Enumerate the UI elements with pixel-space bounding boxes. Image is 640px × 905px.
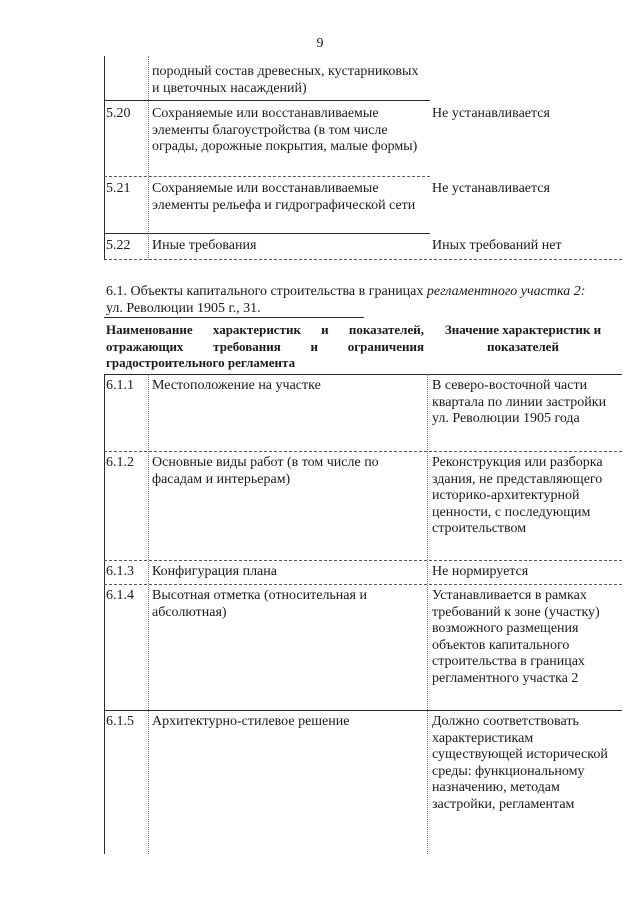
- row-number: 6.1.5: [106, 714, 134, 729]
- section-title-prefix: 6.1. Объекты капитального строительства в границах: [106, 284, 427, 299]
- row-name: Конфигурация плана: [152, 564, 277, 579]
- row-number: 6.1.3: [106, 564, 134, 579]
- column-divider: [148, 374, 149, 854]
- row-value: Не устанавливается: [432, 181, 550, 196]
- row-name: Основные виды работ (в том числе по фасадам и интерьерам): [152, 455, 379, 487]
- row-value: Устанавливается в рамках требований к зоне (участку) возможного размещения объектов капитального строительства в границах регламентного участка 2: [432, 588, 600, 686]
- row-divider: [104, 560, 622, 561]
- row-value: Иных требований нет: [432, 238, 562, 253]
- row-value: Реконструкция или разборка здания, не представляющего историко-архитектурной ценности, с последующим строительством: [432, 455, 603, 536]
- row-value: В северо-восточной части квартала по линии застройки ул. Революции 1905 года: [432, 378, 607, 426]
- table-border-left: [104, 374, 105, 854]
- section-title-rule: [104, 317, 364, 318]
- row-divider: [104, 584, 622, 585]
- row-number: 6.1.2: [106, 455, 134, 470]
- row-value: Не нормируется: [432, 564, 529, 579]
- row-number: 5.20: [106, 106, 131, 121]
- row-value: Должно соответствовать характеристикам существующей исторической среды: функциональному назначению, методам застройки, регламентам: [432, 714, 608, 812]
- row-name: Иные требования: [152, 238, 257, 253]
- row-divider: [104, 233, 430, 234]
- row-name: Сохраняемые или восстанавливаемые элементы рельефа и гидрографической сети: [152, 181, 416, 213]
- header-values: Значение характеристик и показателей: [444, 322, 602, 354]
- table-border-left: [104, 56, 105, 260]
- page-number: 9: [316, 36, 324, 51]
- header-divider: [104, 374, 622, 375]
- section-title-address: ул. Революции 1905 г., 31.: [106, 300, 261, 316]
- row-number: 6.1.4: [106, 588, 134, 603]
- row-name: породный состав древесных, кустарниковых и цветочных насаждений): [152, 64, 419, 96]
- row-value: Не устанавливается: [432, 106, 550, 121]
- row-divider: [104, 259, 622, 260]
- column-divider: [427, 374, 428, 854]
- row-name: Высотная отметка (относительная и абсолютная): [152, 588, 367, 620]
- row-number: 6.1.1: [106, 378, 134, 393]
- row-number: 5.21: [106, 181, 131, 196]
- row-name: Архитектурно-стилевое решение: [152, 714, 350, 729]
- row-name: Местоположение на участке: [152, 378, 321, 393]
- row-divider: [104, 100, 430, 101]
- row-divider: [104, 710, 622, 711]
- header-characteristics: Наименование характеристик и показателей, отражающих требования и ограничения градостроительного регламента: [106, 322, 424, 370]
- section-title: [106, 284, 626, 317]
- column-divider: [148, 56, 149, 260]
- row-divider: [104, 451, 622, 452]
- row-divider: [104, 176, 430, 177]
- row-number: 5.22: [106, 238, 131, 253]
- row-name: Сохраняемые или восстанавливаемые элементы благоустройства (в том числе ограды, дорожные покрытия, малые формы): [152, 106, 418, 154]
- section-title-italic: регламентного участка 2:: [426, 284, 586, 299]
